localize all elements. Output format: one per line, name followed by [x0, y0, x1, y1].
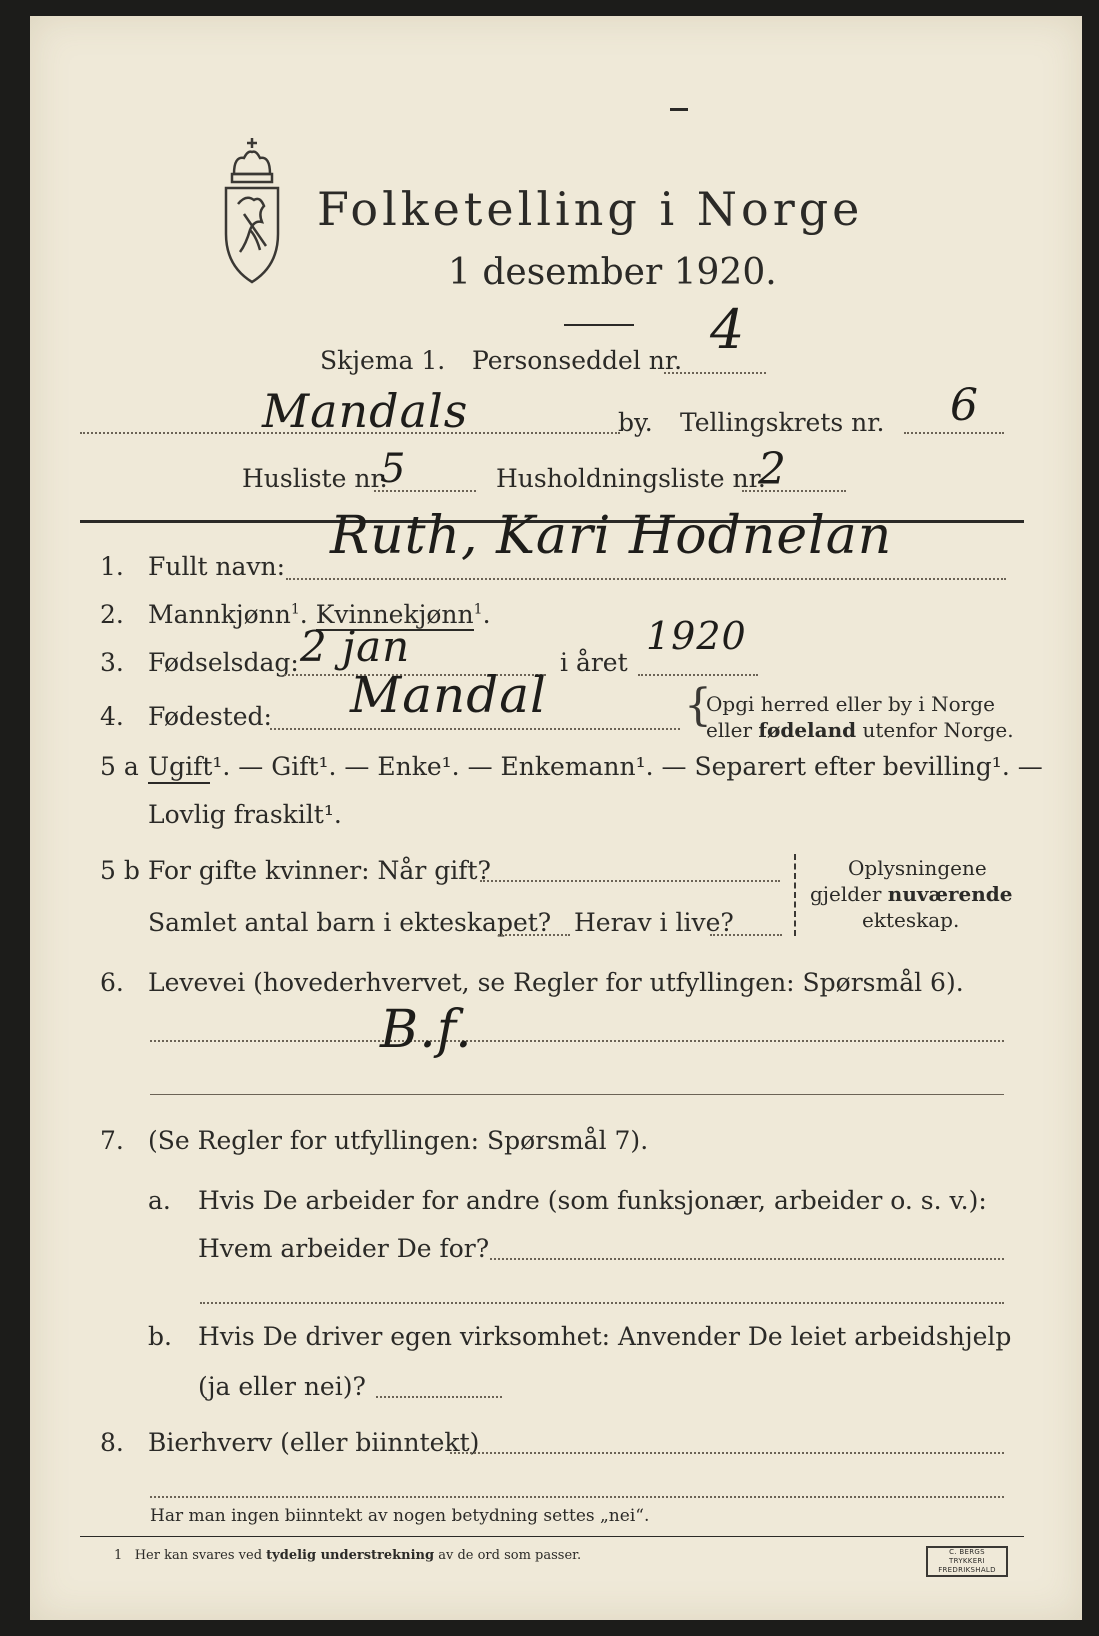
- footnote: 1 Her kan svares ved tydelig understrekning av de ord som passer.: [114, 1548, 582, 1563]
- birthdate-value[interactable]: 2 jan: [300, 622, 411, 671]
- q7b-letter: b.: [148, 1322, 172, 1351]
- sex-options: Mannkjønn$^1$. Kvinnekjønn$^1$.: [148, 600, 491, 629]
- birthplace-note-2: eller fødeland utenfor Norge.: [706, 718, 1014, 742]
- marital-status-options-2[interactable]: Lovlig fraskilt¹.: [148, 800, 342, 829]
- year-label: i året: [560, 648, 628, 677]
- form-date: 1 desember 1920.: [448, 252, 777, 293]
- occupation-value[interactable]: B.f.: [380, 1000, 473, 1060]
- footer-rule: [80, 1536, 1024, 1537]
- full-name-label: Fullt navn:: [148, 552, 286, 581]
- birthplace-label: Fødested:: [148, 702, 272, 731]
- q3-number: 3.: [100, 648, 124, 677]
- employer-label: Hvem arbeider De for?: [198, 1234, 490, 1263]
- city-value[interactable]: Mandals: [262, 384, 469, 438]
- birthdate-label: Fødselsdag:: [148, 648, 299, 677]
- mark-dash: [670, 108, 688, 111]
- birthyear-value[interactable]: 1920: [646, 614, 747, 658]
- hired-help-label: (ja eller nei)?: [198, 1372, 366, 1401]
- male-option[interactable]: Mannkjønn: [148, 600, 291, 629]
- q5a-number: 5 a: [100, 752, 139, 781]
- note-brace: {: [684, 680, 712, 731]
- occupation-label: Levevei (hovederhvervet, se Regler for utfyllingen: Spørsmål 6).: [148, 968, 964, 997]
- q8-number: 8.: [100, 1428, 124, 1457]
- q1-number: 1.: [100, 552, 124, 581]
- personseddel-value[interactable]: 4: [710, 298, 746, 361]
- q5b-note-3: ekteskap.: [862, 908, 960, 932]
- q5b-note-2: gjelder nuværende: [810, 882, 1013, 906]
- q2-number: 2.: [100, 600, 124, 629]
- census-form: [30, 16, 1082, 1620]
- q7-label: (Se Regler for utfyllingen: Spørsmål 7).: [148, 1126, 649, 1155]
- q5b-number: 5 b: [100, 856, 140, 885]
- q5b-note-1: Oplysningene: [848, 856, 987, 880]
- personseddel-label: Personseddel nr.: [472, 346, 683, 375]
- q7a-text: Hvis De arbeider for andre (som funksjonær, arbeider o. s. v.):: [198, 1186, 987, 1215]
- q7a-letter: a.: [148, 1186, 171, 1215]
- title-divider: [564, 324, 634, 326]
- coat-of-arms-icon: [220, 134, 284, 286]
- by-label: by.: [618, 408, 653, 437]
- q6-number: 6.: [100, 968, 124, 997]
- husliste-label: Husliste nr.: [242, 464, 388, 493]
- alive-label: Herav i live?: [574, 908, 734, 937]
- form-title: Folketelling i Norge: [317, 182, 864, 236]
- marital-status-options[interactable]: Ugift¹. — Gift¹. — Enke¹. — Enkemann¹. — Separert efter bevilling¹. —: [148, 752, 1043, 781]
- ugift-underline: [148, 782, 210, 784]
- q7b-text: Hvis De driver egen virksomhet: Anvender De leiet arbeidshjelp: [198, 1322, 1012, 1351]
- birthplace-value[interactable]: Mandal: [350, 666, 548, 724]
- side-income-note: Har man ingen biinntekt av nogen betydning settes „nei“.: [150, 1506, 650, 1526]
- q7-number: 7.: [100, 1126, 124, 1155]
- q4-number: 4.: [100, 702, 124, 731]
- tellingskrets-value[interactable]: 6: [950, 380, 979, 431]
- side-income-label: Bierhverv (eller biinntekt): [148, 1428, 480, 1457]
- husliste-value[interactable]: 5: [380, 446, 407, 492]
- husholdningsliste-label: Husholdningsliste nr.: [496, 464, 766, 493]
- note-bracket: [794, 854, 796, 936]
- husholdningsliste-value[interactable]: 2: [758, 444, 787, 495]
- tellingskrets-label: Tellingskrets nr.: [680, 408, 885, 437]
- married-when-label: For gifte kvinner: Når gift?: [148, 856, 491, 885]
- children-label: Samlet antal barn i ekteskapet?: [148, 908, 552, 937]
- female-option[interactable]: Kvinnekjønn: [315, 600, 474, 629]
- printer-stamp: C. BERGS TRYKKERI FREDRIKSHALD: [926, 1546, 1008, 1577]
- skjema-label: Skjema 1.: [320, 346, 446, 375]
- full-name-value[interactable]: Ruth, Kari Hodnelan: [330, 506, 893, 566]
- birthplace-note-1: Opgi herred eller by i Norge: [706, 692, 995, 716]
